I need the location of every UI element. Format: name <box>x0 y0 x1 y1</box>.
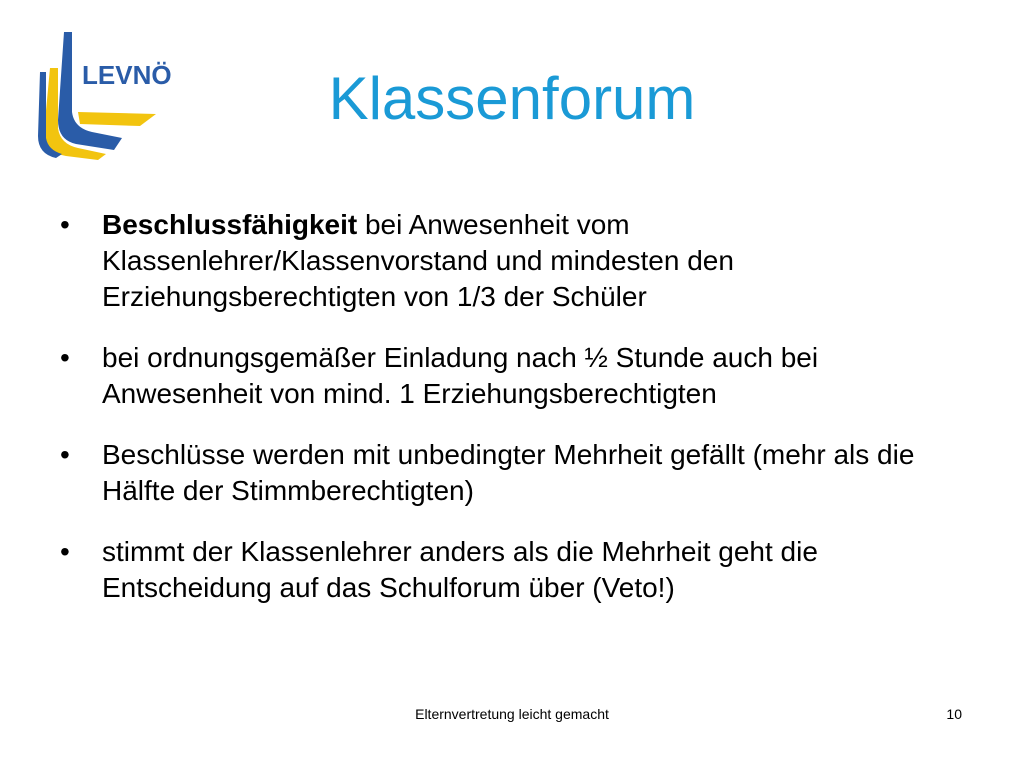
slide-title: Klassenforum <box>328 65 696 132</box>
bullet-marker: • <box>60 439 70 470</box>
bullet-text: bei ordnungsgemäßer Einladung nach ½ Stunde auch bei Anwesenheit von mind. 1 Erziehungsberechtigten <box>102 342 819 409</box>
bullet-emphasis: Beschlussfähigkeit <box>102 209 358 240</box>
logo-text: LEVNÖ <box>82 60 172 90</box>
bullet-marker: • <box>60 209 70 240</box>
bullet-list <box>60 207 960 631</box>
page-number: 10 <box>946 706 962 722</box>
bullet-item-1 <box>60 207 960 315</box>
bullet-text: Beschlüsse werden mit unbedingter Mehrheit gefällt (mehr als die Hälfte der Stimmberechtigten) <box>102 439 915 506</box>
bullet-item-2 <box>60 340 960 412</box>
bullet-item-3 <box>60 437 960 509</box>
bullet-marker: • <box>60 536 70 567</box>
bullet-text: bei Anwesenheit vom Klassenlehrer/Klassenvorstand und mindesten den Erziehungsberechtigten von 1/3 der Schüler <box>102 209 734 312</box>
footer-text: Elternvertretung leicht gemacht <box>415 706 609 722</box>
bullet-item-4 <box>60 534 960 606</box>
bullet-marker: • <box>60 342 70 373</box>
bullet-text: stimmt der Klassenlehrer anders als die Mehrheit geht die Entscheidung auf das Schulforum über (Veto!) <box>102 536 818 603</box>
